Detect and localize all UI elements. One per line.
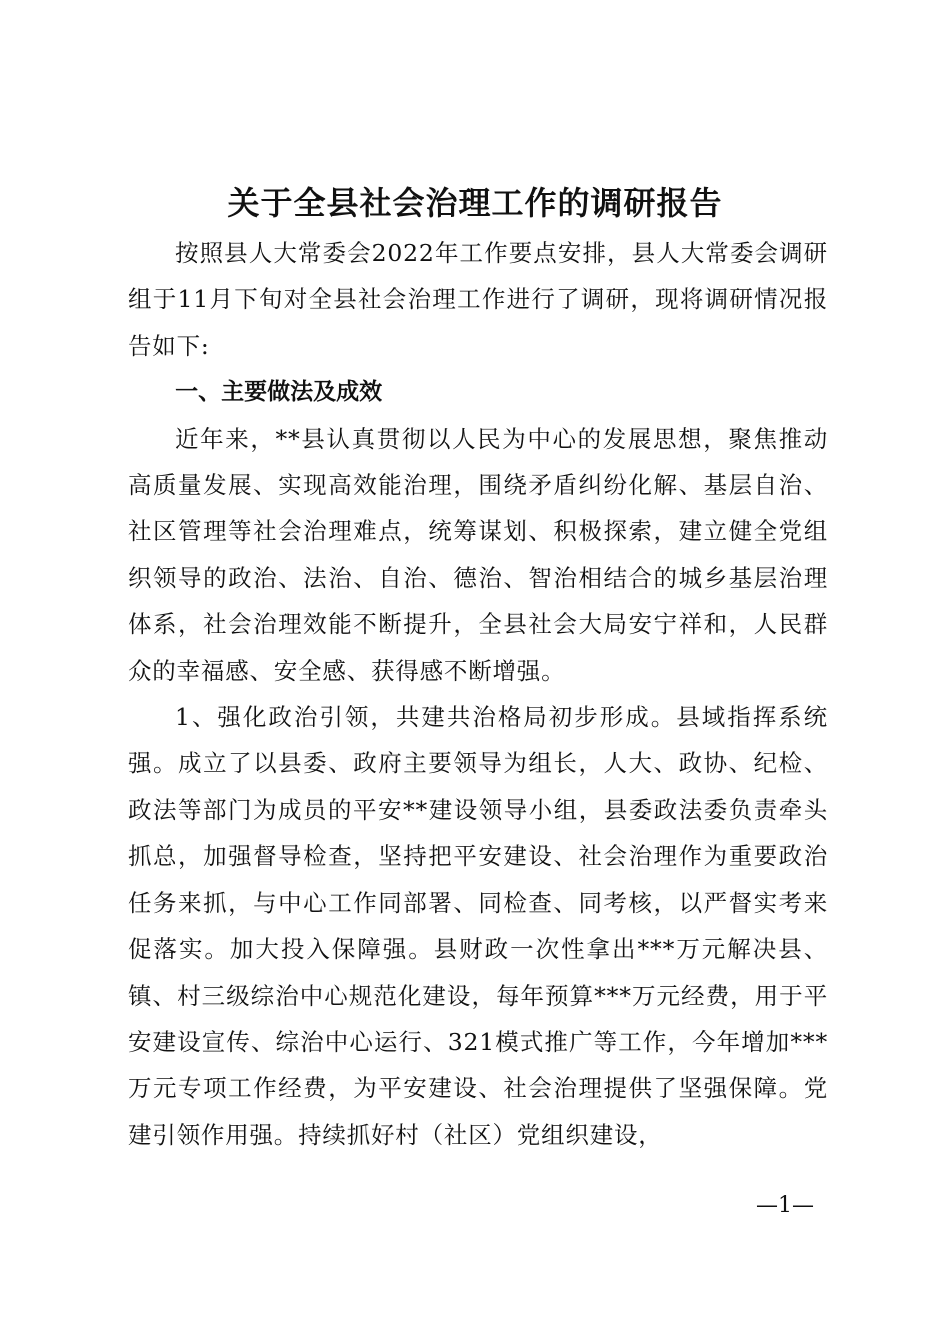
document-body <box>128 230 828 1158</box>
document-title: 关于全县社会治理工作的调研报告 <box>227 184 723 222</box>
page-number: —1— <box>756 1193 814 1218</box>
section-heading: 一、主要做法及成效 <box>175 379 383 406</box>
point-one-paragraph: 1、强化政治引领，共建共治格局初步形成。县域指挥系统强。成立了以县委、政府主要领导为组长，人大、政协、纪检、政法等部门为成员的平安**建设领导小组，县委政法委负责牵头抓总，加强督导检查，坚持把平安建设、社会治理作为重要政治任务来抓，与中心工作同部署、同检查、同考核，以严督实考来促落实。加大投入保障强。县财政一次性拿出***万元解决县、镇、村三级综治中心规范化建设，每年预算***万元经费，用于平安建设宣传、综治中心运行、321模式推广等工作，今年增加***万元专项工作经费，为平安建设、社会治理提供了坚强保障。党建引领作用强。持续抓好村（社区）党组织建设， <box>128 703 828 1149</box>
overview-paragraph: 近年来，**县认真贯彻以人民为中心的发展思想，聚焦推动高质量发展、实现高效能治理，围绕矛盾纠纷化解、基层自治、社区管理等社会治理难点，统筹谋划、积极探索，建立健全党组织领导的政治、法治、自治、德治、智治相结合的城乡基层治理体系，社会治理效能不断提升，全县社会大局安宁祥和，人民群众的幸福感、安全感、获得感不断增强。 <box>128 424 828 685</box>
intro-paragraph: 按照县人大常委会2022年工作要点安排，县人大常委会调研组于11月下旬对全县社会治理工作进行了调研，现将调研情况报告如下: <box>128 239 828 360</box>
